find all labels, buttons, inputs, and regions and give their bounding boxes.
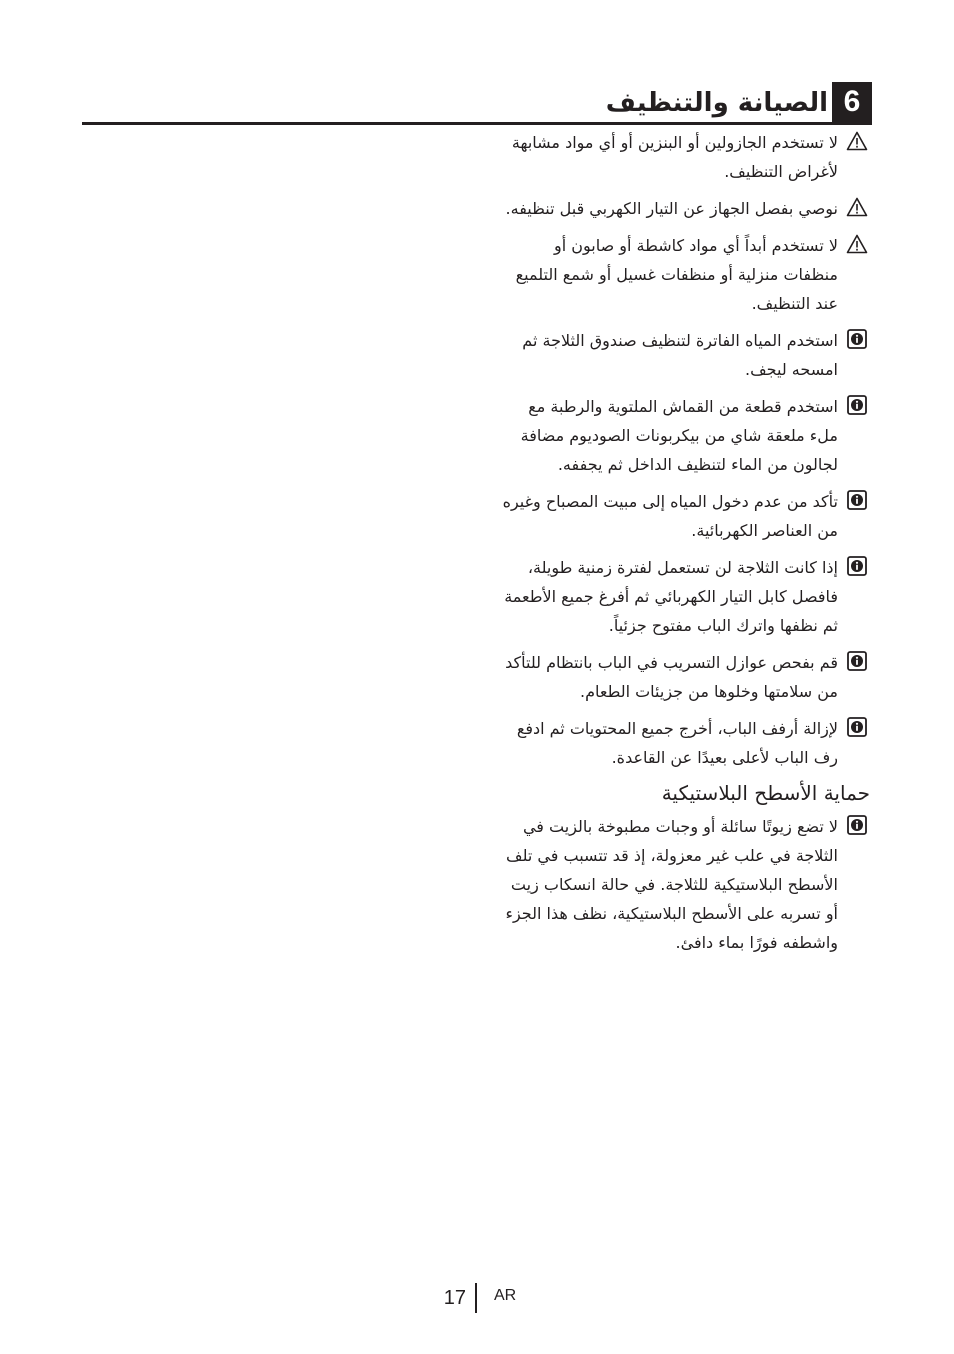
item-text: لا تضع زيوتًا سائلة أو وجبات مطبوخة بالزيت في الثلاجة في علب غير معزولة، إذ قد تتسبب في تلف الأسطح البلاستيكية للثلاجة. في حالة انسكاب زيت أو تسربه على الأسطح البلاستيكية، نظف هذا الجزء واشطفه فورًا بماء دافئ. xyxy=(505,817,838,952)
warning-icon xyxy=(844,194,870,217)
list-item xyxy=(498,487,870,545)
item-text: استخدم المياه الفاترة لتنظيف صندوق الثلاجة ثم امسحه ليجف. xyxy=(522,331,838,379)
item-text: لا تستخدم الجازولين أو البنزين أو أي مواد مشابهة لأغراض التنظيف. xyxy=(511,133,838,181)
item-text: لا تستخدم أبداً أي مواد كاشطة أو صابون أو منظفات منزلية أو منظفات غسيل أو شمع التلميع عند التنظيف. xyxy=(515,236,838,313)
item-list xyxy=(498,128,870,772)
info-icon xyxy=(844,648,870,671)
list-item xyxy=(498,128,870,186)
list-item xyxy=(498,231,870,318)
page-footer xyxy=(0,1283,954,1313)
item-text: لإزالة أرفف الباب، أخرج جميع المحتويات ثم ادفع رف الباب لأعلى بعيدًا عن القاعدة. xyxy=(516,719,838,767)
list-item xyxy=(498,326,870,384)
warning-icon xyxy=(844,128,870,151)
footer-divider xyxy=(475,1283,477,1313)
info-icon xyxy=(844,812,870,835)
list-item xyxy=(498,553,870,640)
warning-icon xyxy=(844,231,870,254)
list-item xyxy=(498,812,870,957)
list-item xyxy=(498,392,870,479)
list-item xyxy=(498,194,870,223)
subsection-title: حماية الأسطح البلاستيكية xyxy=(661,781,870,805)
section-title: الصيانة والتنظيف xyxy=(605,88,828,118)
language-code: AR xyxy=(494,1287,517,1304)
page-number: 17 xyxy=(443,1287,466,1309)
section-header xyxy=(82,82,872,122)
item-text: قم بفحص عوازل التسريب في الباب بانتظام للتأكد من سلامتها وخلوها من جزيئات الطعام. xyxy=(505,653,838,701)
item-text: نوصي بفصل الجهاز عن التيار الكهربي قبل تنظيفه. xyxy=(505,199,838,218)
header-rule xyxy=(82,122,872,125)
info-icon xyxy=(844,326,870,349)
info-icon xyxy=(844,392,870,415)
list-item xyxy=(498,648,870,706)
item-text: إذا كانت الثلاجة لن تستعمل لفترة زمنية طويلة، فافصل كابل التيار الكهربائي ثم أفرغ جميع الأطعمة ثم نظفها واترك الباب مفتوح جزئياً. xyxy=(504,558,838,635)
info-icon xyxy=(844,553,870,576)
section-number: 6 xyxy=(832,82,872,122)
info-icon xyxy=(844,487,870,510)
content xyxy=(498,128,870,965)
item-text: تأكد من عدم دخول المياه إلى مبيت المصباح وغيره من العناصر الكهربائية. xyxy=(502,492,838,540)
item-text: استخدم قطعة من القماش الملتوية والرطبة مع ملء ملعقة شاي من بيكربونات الصوديوم مضافة لجالون من الماء لتنظيف الداخل ثم يجففه. xyxy=(520,397,838,474)
subsection-item-list xyxy=(498,812,870,957)
list-item xyxy=(498,714,870,772)
info-icon xyxy=(844,714,870,737)
